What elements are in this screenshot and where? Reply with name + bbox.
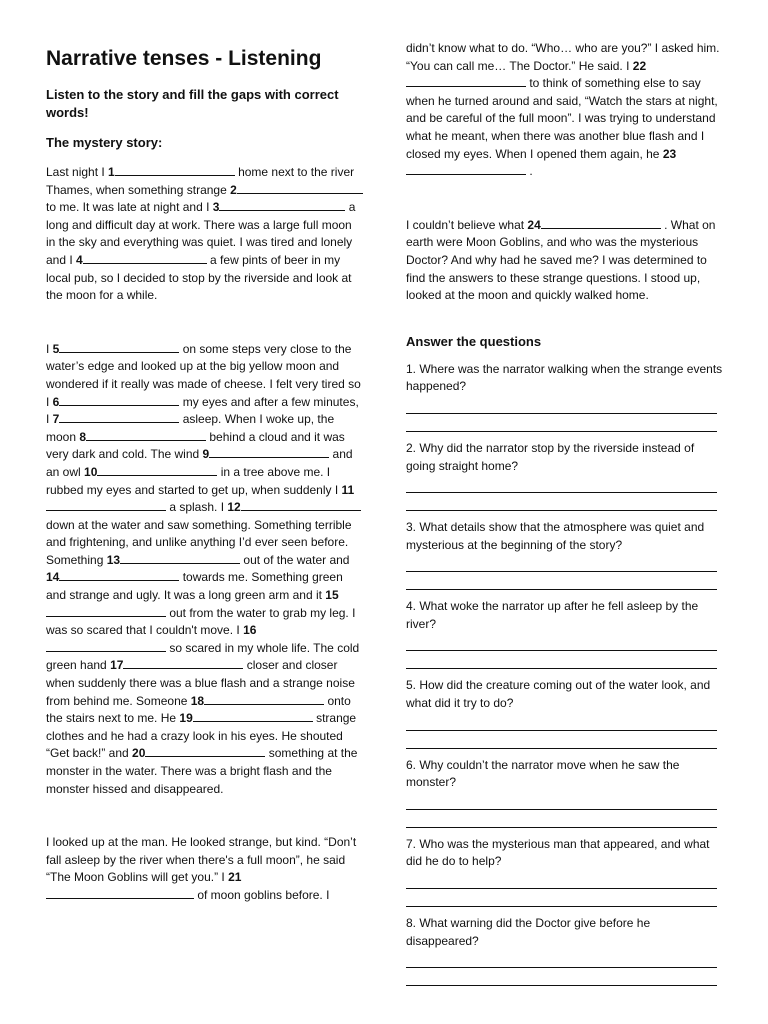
gap-blank[interactable]	[97, 464, 217, 476]
gap-blank[interactable]	[406, 75, 526, 87]
page-title: Narrative tenses - Listening	[46, 47, 322, 70]
story-paragraph-5: I couldn’t believe what 24 . What on earth were Moon Goblins, and who was the mysterious Doctor? And why had he saved me? I was determined to find the answers to these strange questions. I stood up, looked at the moon and quickly walked home.	[406, 217, 716, 303]
right-column	[406, 40, 724, 994]
gap-blank[interactable]	[219, 199, 345, 211]
question-text: 7. Who was the mysterious man that appeared, and what did he do to help?	[406, 836, 710, 869]
answer-line[interactable]	[406, 950, 717, 968]
question-text: 8. What warning did the Doctor give before he disappeared?	[406, 916, 651, 948]
story-paragraph-4: didn’t know what to do. “Who… who are you?” I asked him. “You can call me… The Doctor.” He said. I 22 to think of something else to say when he turned around and said, “Watch the stars at night, and be careful of the full moon”. I was trying to understand what he meant, when there was another blue flash and I closed my eyes. When I opened them again, he 23 .	[406, 41, 720, 179]
gap-number: 24	[527, 217, 541, 232]
gap-number: 17	[110, 658, 124, 673]
gap-number: 16	[243, 623, 257, 638]
gap-blank[interactable]	[59, 411, 179, 423]
story-heading: The mystery story:	[46, 135, 163, 150]
gap-blank[interactable]	[241, 499, 361, 511]
gap-number: 1	[108, 165, 115, 179]
gap-number: 14	[46, 570, 60, 585]
answer-line[interactable]	[406, 968, 717, 986]
story-paragraph-2: I 5 on some steps very close to the water’s edge and looked up at the big yellow moon and wondered if it really was made of cheese. I felt very tired so I 6 my eyes and after a few minutes, I 7 asleep. When I woke up, the moon 8 behind a cloud and it was very dark and cold. The wind 9 and an owl 10 in a tree above me. I rubbed my eyes and started to get up, when suddenly I 11 a splash. I 12 down at the water and saw something. Something terrible and frightening, and unlike anything I’d ever seen before. Something 13 out of the water and 14 towards me. Something green and strange and ugly. It was a long green arm and it 15 out from the water to grab my leg. I was so scared that I couldn't move. I 16 so scared in my whole life. The cold green hand 17 closer and closer when suddenly there was a blue flash and a strange noise from behind me. Someone 18 onto the stairs next to me. He 19 strange clothes and he had a crazy look in his eyes. He shouted “Get back!” and 20 something at the monster in the water. There was a bright flash and the monster hissed and disappeared.	[46, 341, 361, 796]
gap-blank[interactable]	[541, 217, 661, 229]
question-text: 4. What woke the narrator up after he fell asleep by the river?	[406, 599, 699, 631]
gap-blank[interactable]	[59, 341, 179, 353]
gap-number: 3	[212, 200, 220, 215]
answer-line[interactable]	[406, 731, 717, 749]
gap-blank[interactable]	[83, 252, 207, 264]
gap-blank[interactable]	[115, 164, 235, 176]
gap-number: 18	[190, 693, 205, 708]
gap-blank[interactable]	[406, 163, 526, 175]
gap-blank[interactable]	[204, 693, 324, 705]
gap-blank[interactable]	[86, 429, 206, 441]
story-paragraph-1: Last night I 1 home next to the river Thames, when something strange 2 to me. It was late at night and I 3 a long and difficult day at work. There was a large full moon in the sky and everything was quiet. I was tired and lonely and I 4 a few pints of beer in my local pub, so I decided to stop by the riverside and look at the moon for a while.	[46, 164, 364, 305]
answer-line[interactable]	[406, 396, 717, 414]
left-column	[46, 40, 364, 905]
gap-blank[interactable]	[59, 569, 179, 581]
questions-heading: Answer the questions	[406, 333, 542, 349]
answer-line[interactable]	[406, 792, 717, 810]
gap-number: 2	[230, 182, 237, 197]
answer-line[interactable]	[406, 810, 717, 828]
question-block	[406, 598, 724, 669]
gap-number: 10	[84, 464, 98, 479]
gap-number: 6	[52, 394, 60, 409]
instructions: Listen to the story and fill the gaps with correct words!	[46, 87, 339, 120]
answer-line[interactable]	[406, 651, 717, 669]
answer-line[interactable]	[406, 493, 717, 511]
gap-number: 7	[52, 412, 60, 427]
gap-blank[interactable]	[237, 182, 363, 194]
question-block	[406, 915, 724, 986]
gap-number: 21	[228, 870, 242, 885]
answer-line[interactable]	[406, 889, 717, 907]
question-block	[406, 757, 724, 828]
gap-number: 4	[76, 252, 83, 267]
gap-number: 13	[106, 552, 121, 567]
story-paragraph-3: I looked up at the man. He looked strange, but kind. “Don’t fall asleep by the river when there's a full moon”, he said “The Moon Goblins will get you.” I 21 of moon goblins before. I	[46, 835, 357, 902]
gap-blank[interactable]	[123, 657, 243, 669]
question-block	[406, 361, 724, 432]
gap-blank[interactable]	[59, 394, 179, 406]
gap-number: 22	[632, 58, 647, 73]
answer-line[interactable]	[406, 475, 717, 493]
gap-blank[interactable]	[193, 710, 313, 722]
gap-number: 11	[341, 482, 355, 497]
gap-blank[interactable]	[46, 499, 166, 511]
gap-number: 5	[52, 341, 60, 356]
question-block	[406, 836, 724, 907]
answer-line[interactable]	[406, 414, 717, 432]
question-block	[406, 519, 724, 590]
gap-number: 15	[325, 588, 339, 603]
answer-line[interactable]	[406, 633, 717, 651]
gap-number: 19	[179, 711, 193, 726]
gap-blank[interactable]	[209, 446, 329, 458]
question-text: 2. Why did the narrator stop by the riverside instead of going straight home?	[406, 440, 695, 473]
gap-number: 12	[227, 500, 241, 515]
gap-number: 9	[202, 447, 210, 462]
gap-blank[interactable]	[145, 745, 265, 757]
question-block	[406, 677, 724, 748]
answer-line[interactable]	[406, 572, 717, 590]
gap-blank[interactable]	[46, 605, 166, 617]
question-text: 1. Where was the narrator walking when the strange events happened?	[406, 361, 723, 394]
gap-blank[interactable]	[46, 640, 166, 652]
question-text: 3. What details show that the atmosphere was quiet and mysterious at the beginning of the story?	[406, 520, 705, 552]
gap-number: 20	[132, 746, 146, 761]
gap-number: 8	[79, 429, 87, 444]
gap-number: 23	[662, 146, 677, 161]
gap-blank[interactable]	[120, 552, 240, 564]
question-text: 6. Why couldn’t the narrator move when he saw the monster?	[406, 757, 680, 790]
question-block	[406, 440, 724, 511]
question-text: 5. How did the creature coming out of the water look, and what did it try to do?	[406, 678, 711, 711]
gap-blank[interactable]	[46, 887, 194, 899]
answer-line[interactable]	[406, 713, 717, 731]
answer-line[interactable]	[406, 554, 717, 572]
answer-line[interactable]	[406, 871, 717, 889]
